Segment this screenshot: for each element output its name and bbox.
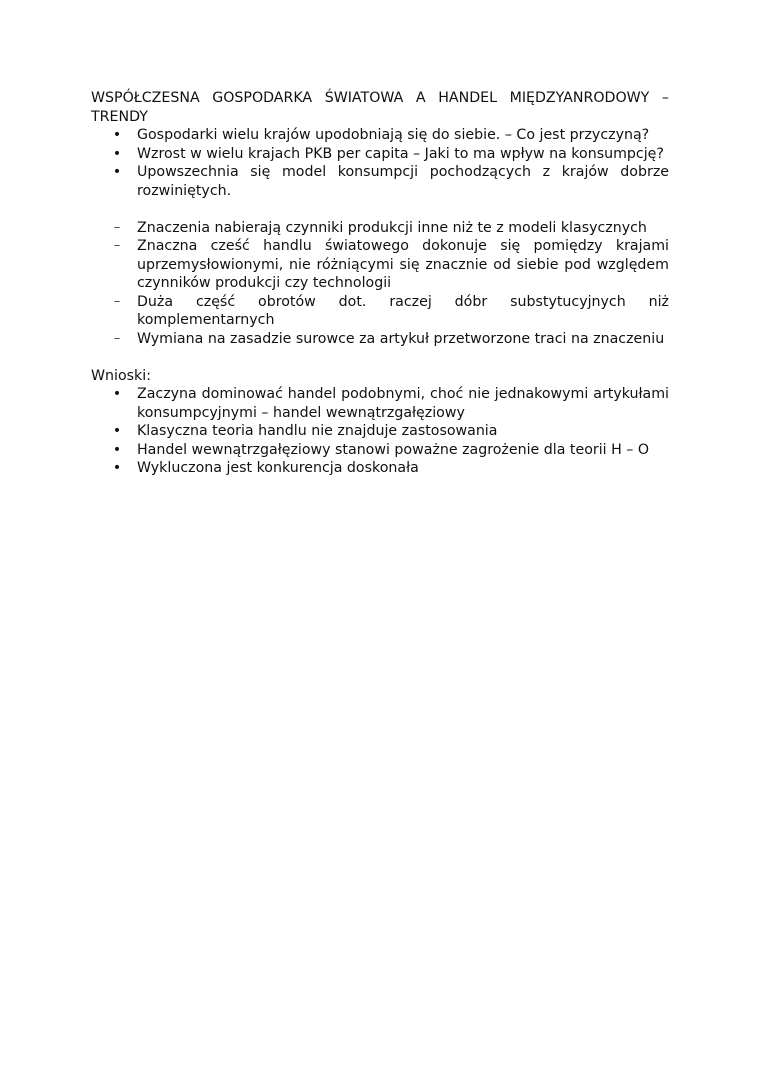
spacer [91,200,669,219]
dash-icon: – [113,238,121,253]
bullet-icon: • [112,145,122,162]
list-item-text: Wymiana na zasadzie surowce za artykuł przetworzone traci na znaczeniu [137,330,665,347]
bullet-icon: • [112,441,122,458]
list-item [91,330,669,349]
bullet-icon: • [112,460,122,476]
list-item-text: Zaczyna dominować handel podobnymi, choć nie jednakowymi artykułami konsumpcyjnymi – handel wewnątrzgałęziowy [137,386,669,421]
list-item [91,293,669,330]
list-item [91,385,669,422]
conclusions-list [91,385,669,478]
list-item [91,126,669,145]
list-item [91,219,669,238]
list-item-text: Duża część obrotów dot. raczej dóbr substytucyjnych niż komplementarnych [137,293,669,328]
list-item-text: Wzrost w wielu krajach PKB per capita – Jaki to ma wpływ na konsumpcję? [137,145,664,162]
bullet-icon: • [112,423,122,439]
list-item [91,237,669,293]
list-item [91,459,669,478]
list-item [91,145,669,164]
list-item [91,441,669,460]
list-item-text: Znaczenia nabierają czynniki produkcji inne niż te z modeli klasycznych [137,219,647,236]
list-item-text: Handel wewnątrzgałęziowy stanowi poważne zagrożenie dla teorii H – O [137,441,650,458]
observations-list [91,219,669,349]
bullet-icon: • [112,164,122,180]
spacer [91,348,669,367]
dash-icon: – [113,293,121,309]
list-item-text: Upowszechnia się model konsumpcji pochodzących z krajów dobrze rozwiniętych. [137,164,669,199]
document-title-line-1: WSPÓŁCZESNA GOSPODARKA ŚWIATOWA A HANDEL MIĘDZYANRODOWY – [91,90,669,106]
dash-icon: – [113,219,121,235]
list-item-text: Gospodarki wielu krajów upodobniają się do siebie. – Co jest przyczyną? [137,127,650,143]
conclusions-heading: Wnioski: [91,367,151,384]
list-item-text: Znaczna cześć handlu światowego dokonuje się pomiędzy krajami uprzemysłowionymi, nie różniącymi się znacznie od siebie pod względem czynników produkcji czy technologii [137,238,669,291]
bullet-icon: • [112,127,122,143]
bullet-icon: • [112,386,122,402]
list-item [91,422,669,441]
list-item-text: Klasyczna teoria handlu nie znajduje zastosowania [137,423,498,439]
trends-list [91,126,669,200]
dash-icon: – [113,330,121,346]
document-body [91,89,669,478]
list-item-text: Wykluczona jest konkurencja doskonała [137,460,419,476]
document-title-line-2: TRENDY [91,108,148,125]
list-item [91,163,669,200]
